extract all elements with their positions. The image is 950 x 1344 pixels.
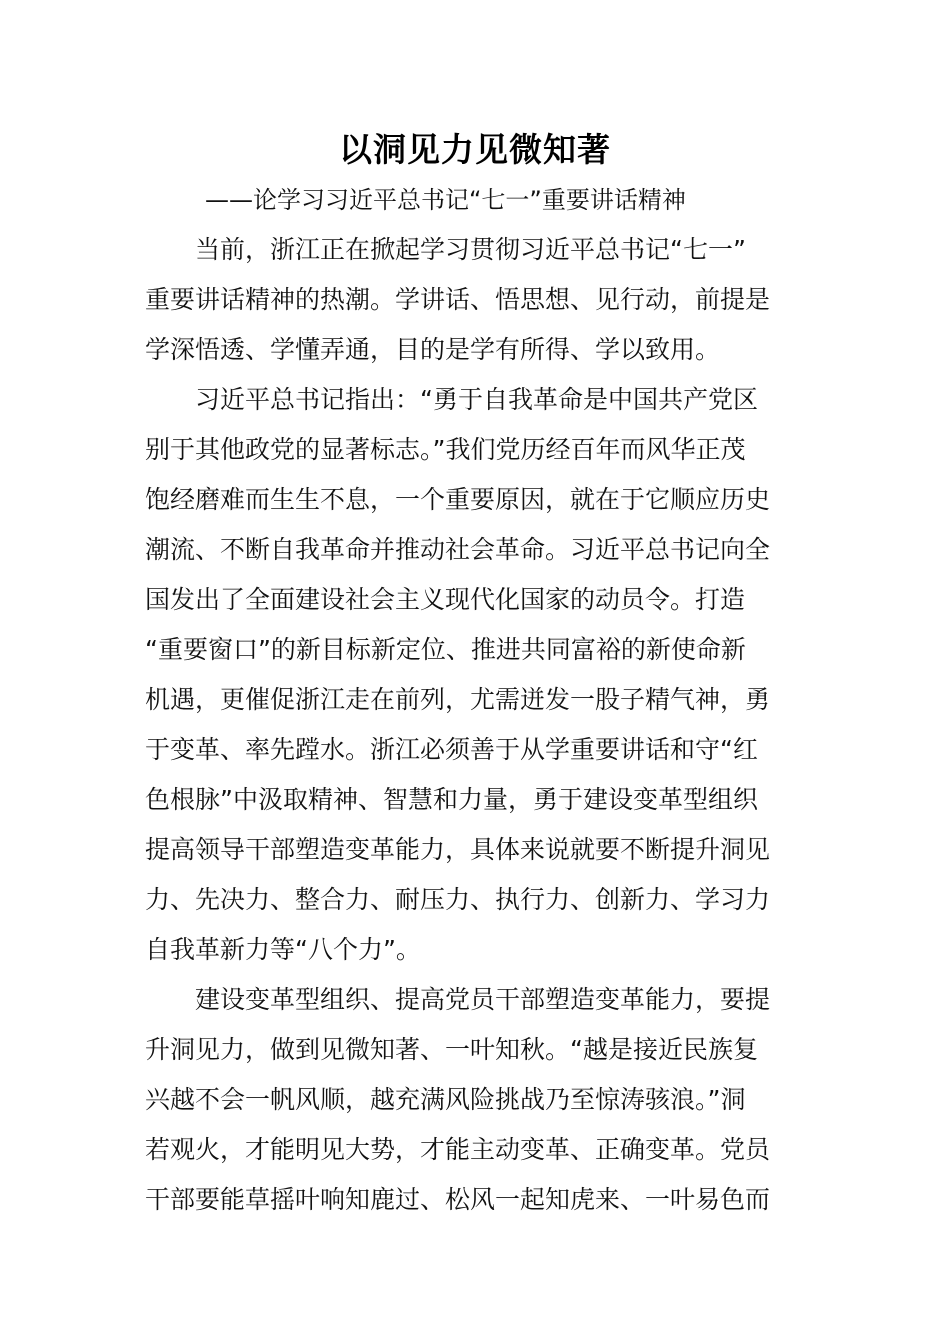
paragraph-1-line-3: 学深悟透、学懂弄通，目的是学有所得、学以致用。 bbox=[145, 335, 721, 364]
paragraph-3-line-5: 干部要能草摇叶响知鹿过、松风一起知虎来、一叶易色而 bbox=[145, 1185, 771, 1214]
paragraph-2-line-12: 自我革新力等“八个力”。 bbox=[145, 935, 421, 964]
paragraph-3-line-2: 升洞见力，做到见微知著、一叶知秋。“越是接近民族复 bbox=[145, 1035, 758, 1064]
paragraph-2-line-9: 色根脉”中汲取精神、智慧和力量，勇于建设变革型组织 bbox=[145, 785, 758, 814]
paragraph-2-line-11: 力、先决力、整合力、耐压力、执行力、创新力、学习力 bbox=[145, 885, 771, 914]
document-title: 以洞见力见微知著 bbox=[339, 130, 611, 169]
paragraph-2-line-1: 习近平总书记指出：“勇于自我革命是中国共产党区 bbox=[195, 385, 758, 414]
paragraph-3-line-4: 若观火，才能明见大势，才能主动变革、正确变革。党员 bbox=[145, 1135, 771, 1164]
paragraph-3-line-1: 建设变革型组织、提高党员干部塑造变革能力，要提 bbox=[195, 985, 771, 1014]
paragraph-2-line-2: 别于其他政党的显著标志。”我们党历经百年而风华正茂 bbox=[145, 435, 746, 464]
paragraph-3-line-3: 兴越不会一帆风顺，越充满风险挑战乃至惊涛骇浪。”洞 bbox=[145, 1085, 746, 1114]
paragraph-2-line-8: 于变革、率先蹚水。浙江必须善于从学重要讲话和守“红 bbox=[145, 735, 758, 764]
document-subtitle: ——论学习习近平总书记“七一”重要讲话精神 bbox=[205, 186, 686, 214]
paragraph-1-line-1: 当前，浙江正在掀起学习贯彻习近平总书记“七一” bbox=[195, 235, 746, 264]
paragraph-2-line-3: 饱经磨难而生生不息，一个重要原因，就在于它顺应历史 bbox=[145, 485, 771, 514]
paragraph-1-line-2: 重要讲话精神的热潮。学讲话、悟思想、见行动，前提是 bbox=[145, 285, 771, 314]
paragraph-2-line-10: 提高领导干部塑造变革能力，具体来说就要不断提升洞见 bbox=[145, 835, 771, 864]
paragraph-2-line-6: “重要窗口”的新目标新定位、推进共同富裕的新使命新 bbox=[145, 635, 746, 664]
paragraph-2-line-5: 国发出了全面建设社会主义现代化国家的动员令。打造 bbox=[145, 585, 746, 614]
paragraph-2-line-4: 潮流、不断自我革命并推动社会革命。习近平总书记向全 bbox=[145, 535, 771, 564]
paragraph-2-line-7: 机遇，更催促浙江走在前列，尤需迸发一股子精气神，勇 bbox=[145, 685, 771, 714]
